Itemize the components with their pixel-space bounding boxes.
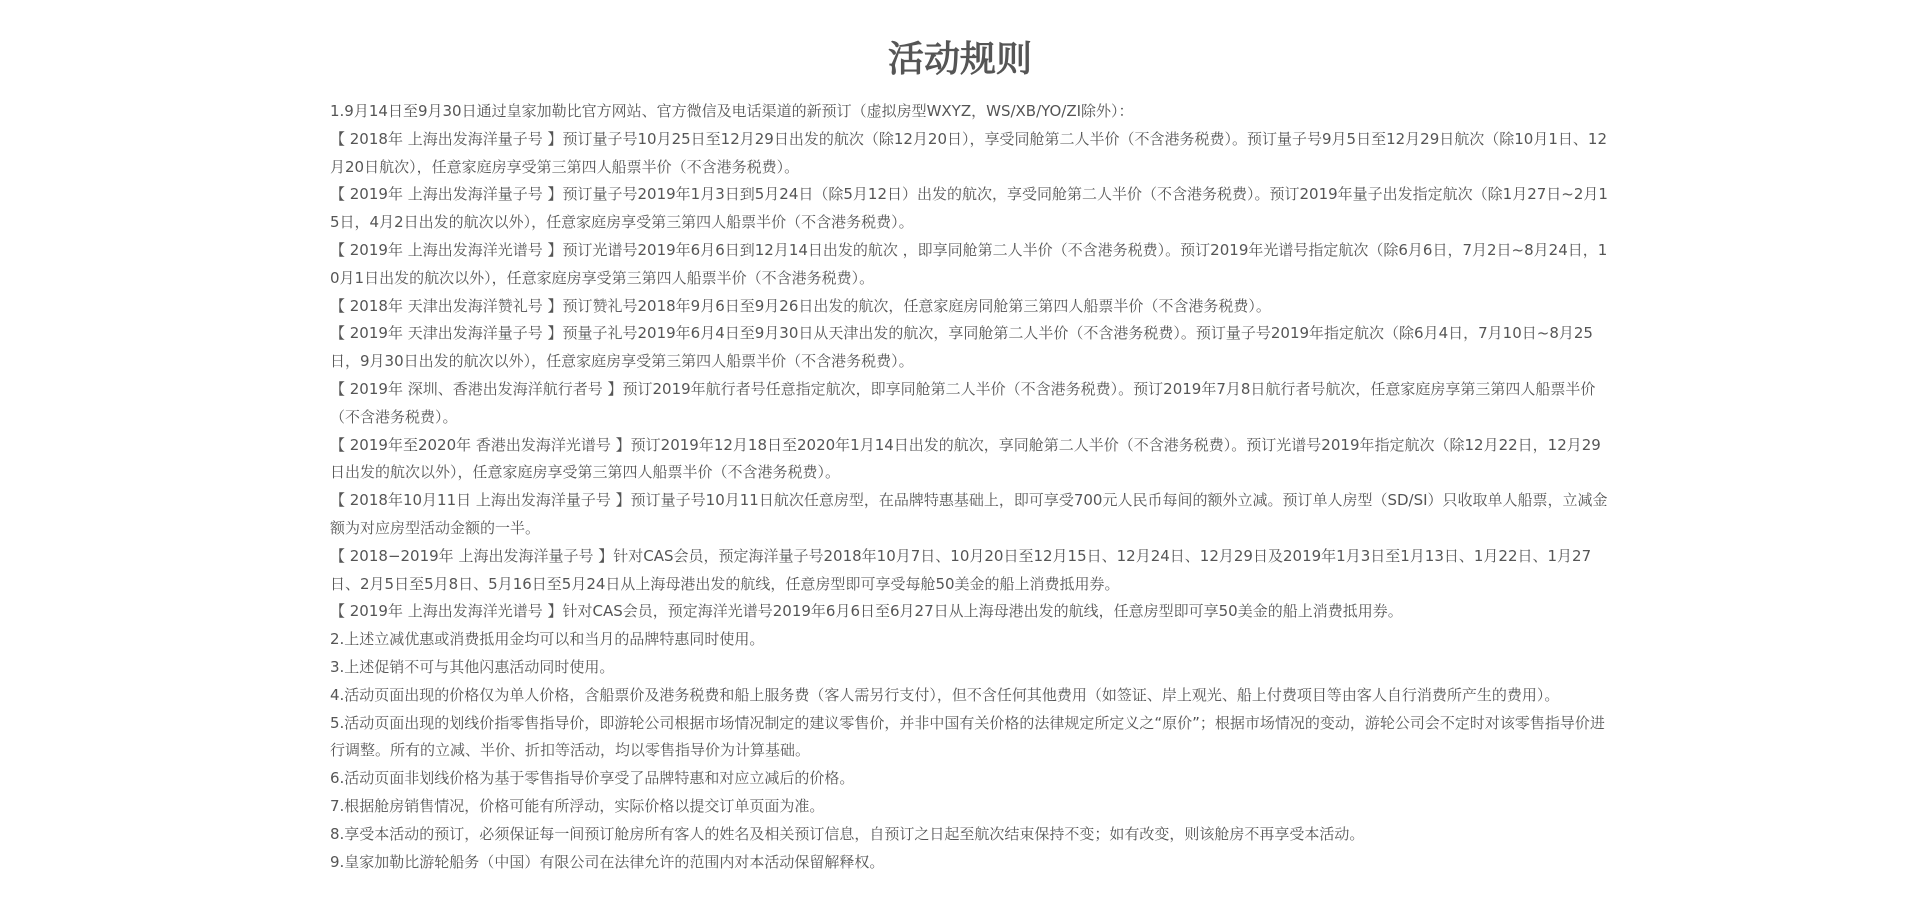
rule-item: 【 2019年至2020年 香港出发海洋光谱号 】预订2019年12月18日至2020年1月14日出发的航次，享同舱第二人半价（不含港务税费）。预订光谱号2019年指定航次（除12月22日，12月29日出发的航次以外），任意家庭房享受第三第四人船票半价（不含港务税费）。 [330, 435, 1601, 482]
rule-item: 【 2018年 上海出发海洋量子号 】预订量子号10月25日至12月29日出发的航次（除12月20日），享受同舱第二人半价（不含港务税费）。预订量子号9月5日至12月29日航次（除10月1日、12月20日航次），任意家庭房享受第三第四人船票半价（不含港务税费）。 [330, 129, 1607, 176]
rule-item: 【 2019年 上海出发海洋光谱号 】预订光谱号2019年6月6日到12月14日出发的航次 ，即享同舱第二人半价（不含港务税费）。预订2019年光谱号指定航次（除6月6日，7月2日~8月24日，10月1日出发的航次以外），任意家庭房享受第三第四人船票半价（不含港务税费）。 [330, 240, 1608, 287]
rule-item: 【 2019年 天津出发海洋量子号 】预量子礼号2019年6月4日至9月30日从天津出发的航次，享同舱第二人半价（不含港务税费）。预订量子号2019年指定航次（除6月4日，7月10日~8月25日，9月30日出发的航次以外），任意家庭房享受第三第四人船票半价（不含港务税费）。 [330, 324, 1593, 371]
rule-item: 7.根据舱房销售情况，价格可能有所浮动，实际价格以提交订单页面为准。 [330, 796, 825, 815]
page-title: 活动规则 [887, 39, 1032, 80]
rule-item: 4.活动页面出现的价格仅为单人价格，含船票价及港务税费和船上服务费（客人需另行支付），但不含任何其他费用（如签证、岸上观光、船上付费项目等由客人自行消费所产生的费用）。 [330, 685, 1560, 704]
rule-item: 【 2019年 上海出发海洋量子号 】预订量子号2019年1月3日到5月24日（除5月12日）出发的航次，享受同舱第二人半价（不含港务税费）。预订2019年量子出发指定航次（除1月27日~2月15日，4月2日出发的航次以外），任意家庭房享受第三第四人船票半价（不含港务税费）。 [330, 185, 1608, 232]
rule-item: 2.上述立减优惠或消费抵用金均可以和当月的品牌特惠同时使用。 [330, 630, 765, 649]
rule-item: 【 2018−2019年 上海出发海洋量子号 】针对CAS会员，预定海洋量子号2018年10月7日、10月20日至12月15日、12月24日、12月29日及2019年1月3日至1月13日、1月22日、1月27日、2月5日至5月8日、5月16日至5月24日从上海母港出发的航线，任意房型即可享受每舱50美金的船上消费抵用券。 [330, 546, 1592, 593]
rules-list [330, 98, 1608, 876]
rule-item: 【 2018年 天津出发海洋赞礼号 】预订赞礼号2018年9月6日至9月26日出发的航次，任意家庭房同舱第三第四人船票半价（不含港务税费）。 [330, 296, 1271, 315]
rule-item: 6.活动页面非划线价格为基于零售指导价享受了品牌特惠和对应立减后的价格。 [330, 769, 855, 788]
rule-item: 8.享受本活动的预订，必须保证每一间预订舱房所有客人的姓名及相关预订信息，自预订之日起至航次结束保持不变；如有改变，则该舱房不再享受本活动。 [330, 824, 1365, 843]
rule-item: 【 2019年 深圳、香港出发海洋航行者号 】预订2019年航行者号任意指定航次，即享同舱第二人半价（不含港务税费）。预订2019年7月8日航行者号航次，任意家庭房享第三第四人船票半价（不含港务税费）。 [330, 379, 1596, 426]
rule-item: 9.皇家加勒比游轮船务（中国）有限公司在法律允许的范围内对本活动保留解释权。 [330, 852, 885, 871]
rule-item: 3.上述促销不可与其他闪惠活动同时使用。 [330, 657, 615, 676]
rule-item: 【 2019年 上海出发海洋光谱号 】针对CAS会员，预定海洋光谱号2019年6月6日至6月27日从上海母港出发的航线，任意房型即可享50美金的船上消费抵用券。 [330, 602, 1403, 621]
rule-item: 5.活动页面出现的划线价指零售指导价，即游轮公司根据市场情况制定的建议零售价，并非中国有关价格的法律规定所定义之“原价”；根据市场情况的变动，游轮公司会不定时对该零售指导价进行调整。所有的立减、半价、折扣等活动，均以零售指导价为计算基础。 [330, 713, 1605, 760]
rule-item: 1.9月14日至9月30日通过皇家加勒比官方网站、官方微信及电话渠道的新预订（虚拟房型WXYZ，WS/XB/YO/ZI除外）： [330, 102, 1134, 120]
rule-item: 【 2018年10月11日 上海出发海洋量子号 】预订量子号10月11日航次任意房型，在品牌特惠基础上，即可享受700元人民币每间的额外立减。预订单人房型（SD/SI）只收取单人船票，立减金额为对应房型活动金额的一半。 [330, 491, 1608, 537]
